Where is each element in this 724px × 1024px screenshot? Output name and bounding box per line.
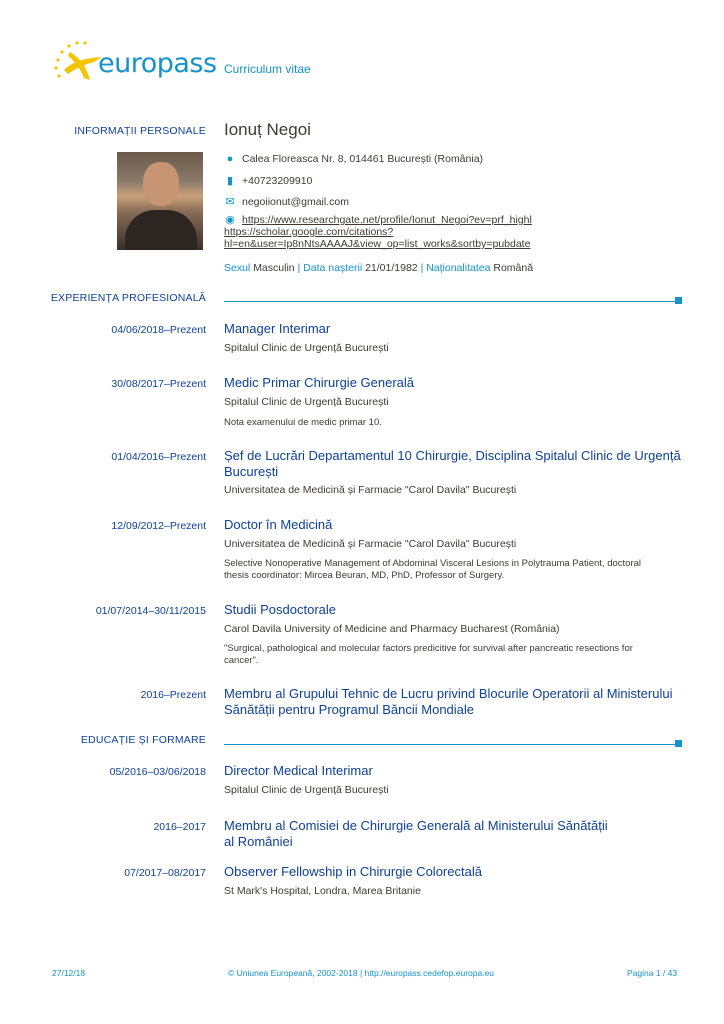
person-name: Ionuț Negoi [224, 120, 311, 139]
europass-logo [50, 40, 217, 88]
phone-row [224, 174, 312, 187]
logo-text: europass [98, 48, 217, 79]
entry-title-line2: București [224, 464, 279, 479]
entry-title-line1: Membru al Grupului Tehnic de Lucru privind Blocurile Operatorii al Ministerului [224, 686, 673, 701]
web-row [224, 214, 532, 250]
entry-date: 07/2017–08/2017 [124, 867, 206, 879]
email-text[interactable]: negoiionut@gmail.com [242, 196, 349, 208]
email-icon: ✉ [225, 196, 235, 208]
scholar-link-line1[interactable]: https://scholar.google.com/citations? [224, 226, 394, 238]
separator: | [420, 262, 424, 274]
globe-icon: ◉ [225, 214, 235, 226]
scholar-link-line2[interactable]: hl=en&user=Ip8nNtsAAAAJ&view_op=list_works&sortby=pubdate [224, 238, 531, 250]
personal-details-row [224, 262, 533, 274]
entry-title: Director Medical Interimar [224, 763, 373, 778]
entry-date: 01/07/2014–30/11/2015 [95, 605, 206, 617]
address-row [224, 153, 483, 165]
phone-icon: ▮ [226, 175, 234, 187]
entry-description [224, 558, 641, 582]
entry-organization: Universitatea de Medicină și Farmacie "Carol Davila" București [224, 538, 517, 550]
nationality-value: Română [493, 262, 534, 274]
birth-label: Data nașterii [303, 262, 363, 274]
section-divider-marker [675, 297, 682, 304]
entry-description [224, 643, 633, 667]
footer-copyright: © Uniunea Europeană, 2002-2018 | http://europass.cedefop.europa.eu [228, 968, 495, 978]
entry-title [224, 818, 684, 850]
email-row [224, 195, 349, 208]
entry-description-line1: Selective Nonoperative Management of Abdominal Visceral Lesions in Polytrauma Patient, doctoral [224, 558, 642, 569]
entry-date: 04/06/2018–Prezent [111, 324, 206, 336]
entry-description-line2: thesis coordinator: Mircea Beuran, MD, PhD, Professor of Surgery. [224, 570, 505, 581]
address-text: Calea Floreasca Nr. 8, 014461 București (România) [242, 153, 484, 165]
researchgate-link[interactable]: https://www.researchgate.net/profile/Ionut_Negoi?ev=prf_highl [242, 214, 532, 226]
entry-title: Doctor în Medicină [224, 517, 333, 532]
entry-description: Nota examenului de medic primar 10. [224, 417, 382, 428]
entry-title: Studii Posdoctorale [224, 602, 337, 617]
entry-organization: Spitalul Clinic de Urgență București [224, 784, 389, 796]
entry-organization: Spitalul Clinic de Urgență București [224, 396, 389, 408]
document-title: Curriculum vitae [224, 62, 311, 76]
entry-organization: St Mark's Hospital, Londra, Marea Britanie [224, 885, 421, 897]
section-divider-marker [675, 740, 682, 747]
entry-title-line1: Membru al Comisiei de Chirurgie Generală al Ministerului Sănătății [224, 818, 608, 833]
footer-date: 27/12/18 [52, 968, 86, 978]
entry-title [224, 686, 684, 718]
entry-date: 2016–Prezent [140, 689, 206, 701]
entry-title: Manager Interimar [224, 321, 331, 336]
nationality-label: Naționalitatea [426, 262, 491, 274]
entry-title-line1: Șef de Lucrări Departamentul 10 Chirurgie, Disciplina Spitalul Clinic de Urgență [224, 448, 681, 463]
section-divider [224, 301, 679, 302]
entry-title-line2: al României [224, 834, 293, 849]
entry-title [224, 448, 684, 480]
section-label-experience: EXPERIENȚA PROFESIONALĂ [50, 292, 206, 304]
entry-date: 01/04/2016–Prezent [111, 451, 206, 463]
entry-date: 30/08/2017–Prezent [111, 378, 206, 390]
entry-title: Observer Fellowship in Chirurgie Colorectală [224, 864, 482, 879]
entry-date: 05/2016–03/06/2018 [109, 766, 206, 778]
entry-date: 2016–2017 [153, 821, 206, 833]
separator: | [297, 262, 301, 274]
sex-label: Sexul [224, 262, 251, 274]
phone-text: +40723209910 [242, 175, 313, 187]
section-label-education: EDUCAȚIE ȘI FORMARE [80, 734, 206, 746]
birth-value: 21/01/1982 [365, 262, 418, 274]
entry-description-line1: "Surgical, pathological and molecular factors predicitive for survival after pancreatic resections for [224, 643, 633, 654]
section-divider [224, 744, 679, 745]
section-label-personal: INFORMAȚII PERSONALE [74, 125, 206, 137]
entry-title: Medic Primar Chirurgie Generală [224, 375, 415, 390]
sex-value: Masculin [253, 262, 295, 274]
entry-organization: Carol Davila University of Medicine and Pharmacy Bucharest (România) [224, 623, 560, 635]
entry-date: 12/09/2012–Prezent [111, 520, 206, 532]
entry-organization: Universitatea de Medicină și Farmacie "Carol Davila" București [224, 484, 517, 496]
entry-title-line2: Sănătății pentru Programul Băncii Mondiale [224, 702, 475, 717]
location-icon: ● [226, 153, 234, 165]
entry-description-line2: cancer". [224, 655, 259, 666]
entry-organization: Spitalul Clinic de Urgență București [224, 342, 389, 354]
profile-photo [117, 152, 203, 250]
footer-page-number: Pagina 1 / 43 [627, 968, 678, 978]
